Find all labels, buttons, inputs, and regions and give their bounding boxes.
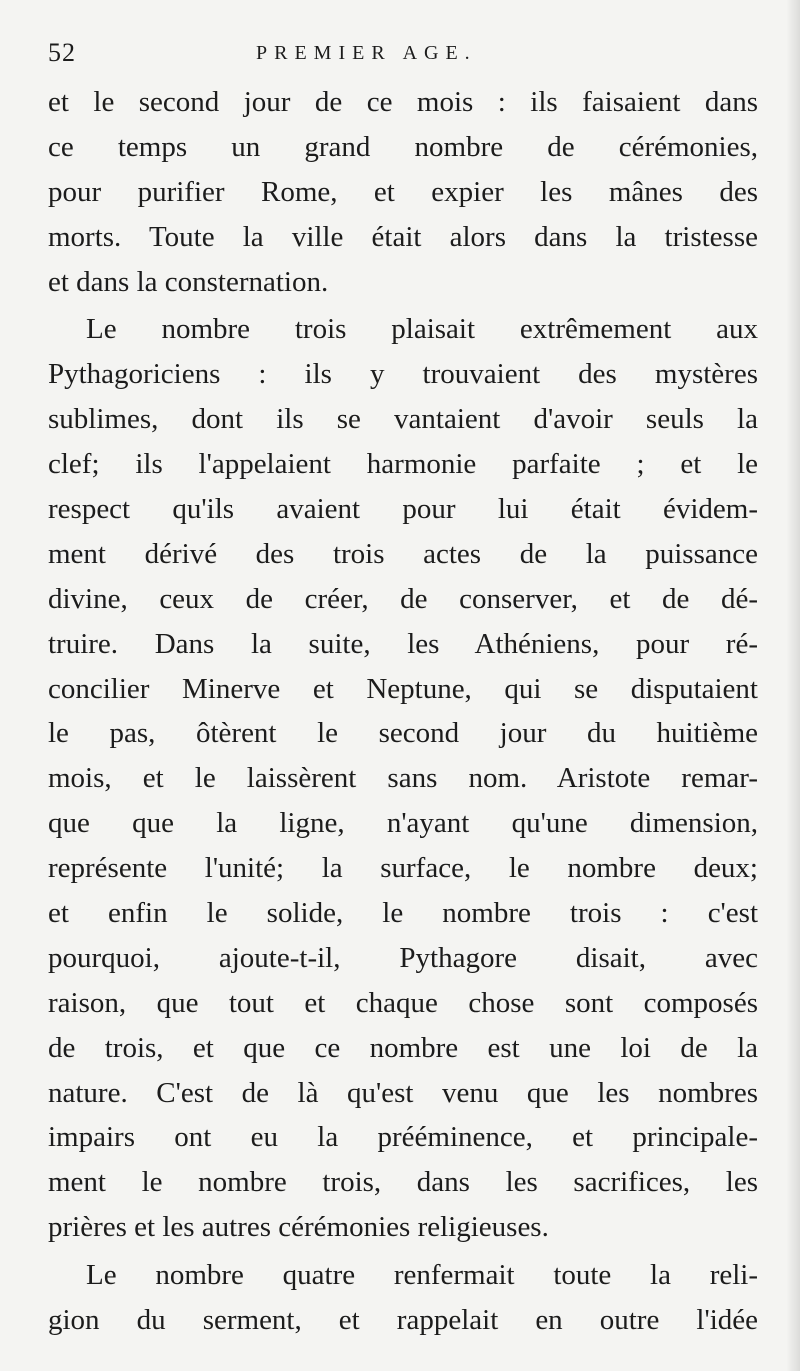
text-line: pourquoi, ajoute-t-il, Pythagore disait, avec <box>48 941 758 974</box>
text-line: que que la ligne, n'ayant qu'une dimension, <box>48 807 758 840</box>
text-line: Le nombre trois plaisait extrêmement aux <box>86 313 758 346</box>
text-line: sublimes, dont ils se vantaient d'avoir seuls la <box>48 403 758 436</box>
text-line: nature. C'est de là qu'est venu que les nombres <box>48 1076 758 1109</box>
body-text <box>48 80 758 1343</box>
page-header <box>48 38 758 78</box>
text-line: Pythagoriciens : ils y trouvaient des mystères <box>48 358 758 391</box>
text-line: et le second jour de ce mois : ils faisaient dans <box>48 86 758 118</box>
text-line: représente l'unité; la surface, le nombre deux; <box>48 852 758 885</box>
text-line: concilier Minerve et Neptune, qui se disputaient <box>48 672 758 705</box>
text-line: ment dérivé des trois actes de la puissance <box>48 537 758 570</box>
text-line: gion du serment, et rappelait en outre l'idée <box>48 1304 758 1337</box>
text-line: de trois, et que ce nombre est une loi de la <box>48 1031 758 1064</box>
text-line: et dans la consternation. <box>48 265 329 298</box>
text-line: respect qu'ils avaient pour lui était évidem- <box>48 493 758 526</box>
text-line: truire. Dans la suite, les Athéniens, pour ré- <box>48 627 758 660</box>
text-line: morts. Toute la ville était alors dans la tristesse <box>48 220 758 253</box>
text-line: prières et les autres cérémonies religieuses. <box>48 1211 549 1244</box>
running-head: PREMIER AGE. <box>256 42 477 64</box>
text-line: raison, que tout et chaque chose sont composés <box>48 986 758 1019</box>
text-line: impairs ont eu la prééminence, et principale- <box>48 1121 758 1154</box>
text-line: divine, ceux de créer, de conserver, et de dé- <box>48 582 758 615</box>
text-line: le pas, ôtèrent le second jour du huitième <box>48 717 758 750</box>
page-edge-shadow <box>786 0 800 1371</box>
text-line: ment le nombre trois, dans les sacrifices, les <box>48 1166 758 1199</box>
text-line: pour purifier Rome, et expier les mânes des <box>48 175 758 208</box>
text-line: clef; ils l'appelaient harmonie parfaite ; et le <box>48 448 758 481</box>
text-line: Le nombre quatre renfermait toute la reli- <box>86 1259 758 1292</box>
text-line: mois, et le laissèrent sans nom. Aristote remar- <box>48 762 758 795</box>
text-line: ce temps un grand nombre de cérémonies, <box>48 130 758 163</box>
page-number: 52 <box>48 38 76 67</box>
text-line: et enfin le solide, le nombre trois : c'est <box>48 897 758 930</box>
